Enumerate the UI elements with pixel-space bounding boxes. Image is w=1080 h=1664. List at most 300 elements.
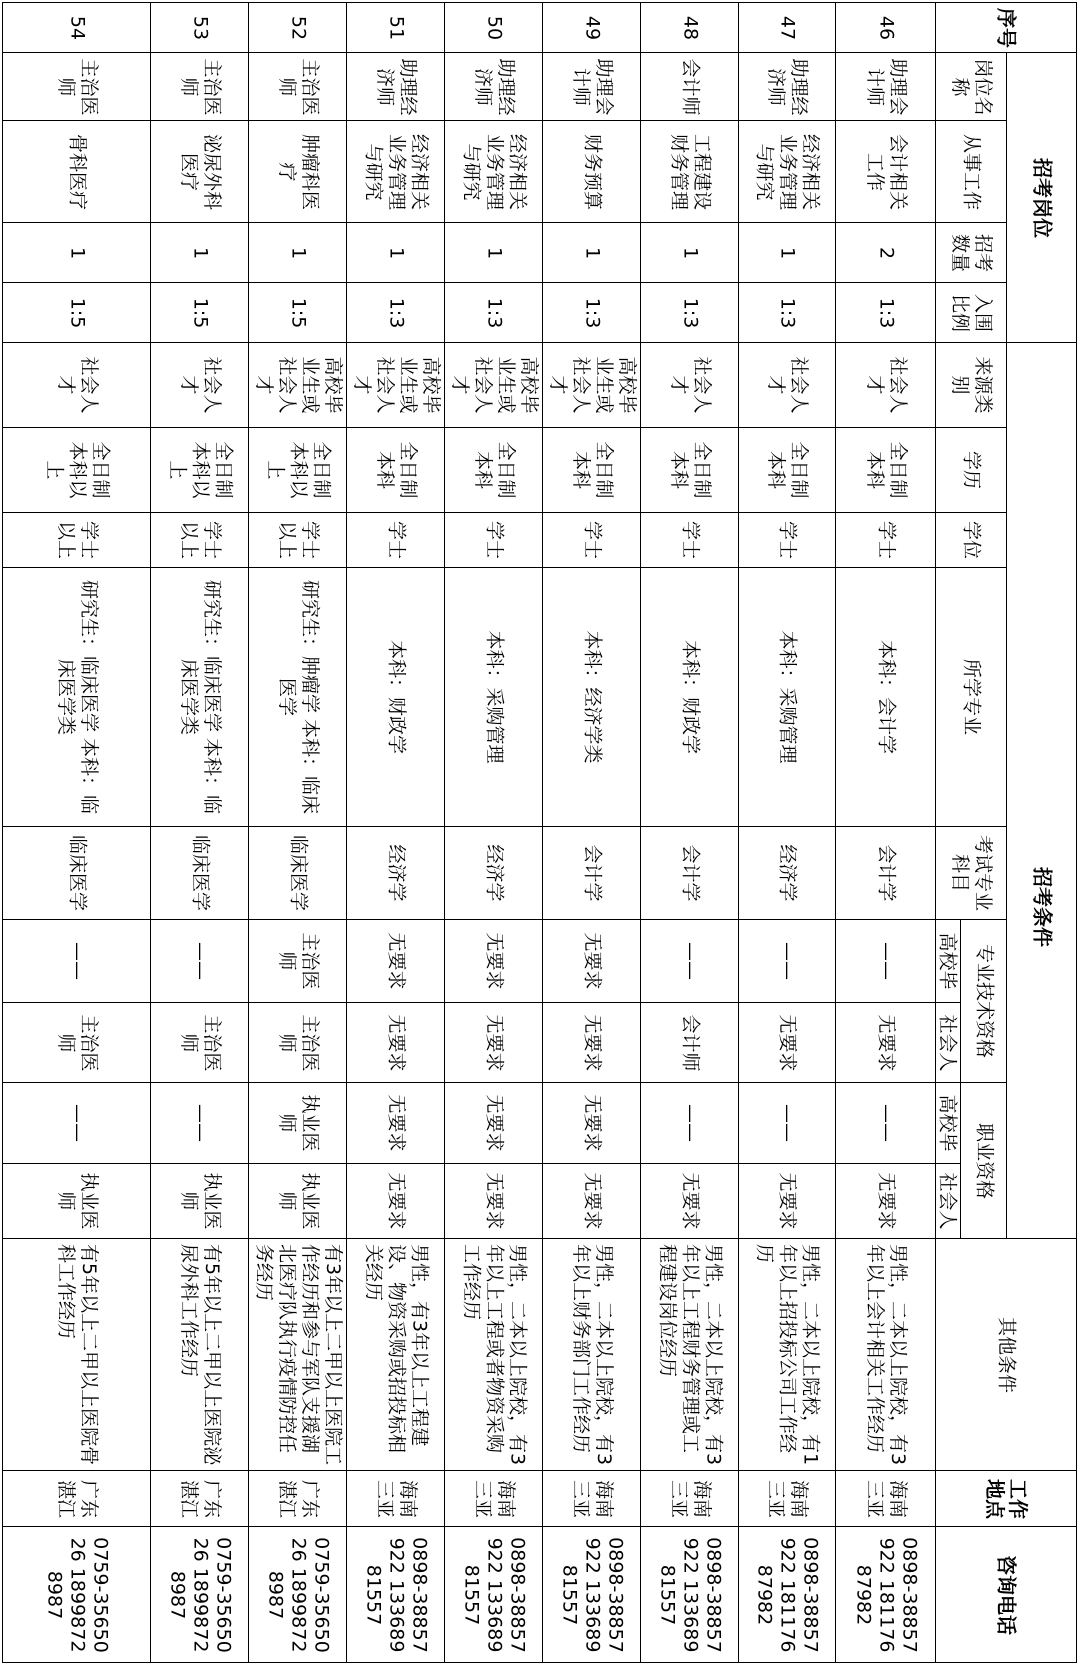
header-voc-text: 职业资格 [973,1122,995,1199]
row-51-place [346,1470,445,1527]
row-51-voc-grad [346,1082,445,1164]
row-46-tech-social-text: 无要求 [875,1013,897,1071]
row-51-seq [346,2,445,53]
row-46-seq-text: 46 [875,15,897,40]
row-48-voc-social-text: 无要求 [679,1172,701,1230]
header-edu [935,427,1007,513]
row-53-tech-grad [150,919,249,1003]
row-52-tech-grad [248,919,347,1003]
row-53-tech-grad-text: —— [189,942,211,980]
row-46-voc-social [835,1163,936,1239]
row-54-tech-social [2,1002,151,1083]
row-54-place [2,1470,151,1527]
row-48-phone [640,1526,739,1663]
row-51-phone [346,1526,445,1663]
row-47-phone-text: 0898-38857922 18117687982 [753,1536,822,1653]
row-50-phone-text: 0898-38857922 13368981557 [460,1536,528,1653]
row-51-work [346,120,445,223]
row-47-seq [738,2,836,53]
row-48-work-text: 工程建设财务管理 [667,133,713,210]
row-54-exam [2,826,151,920]
row-54-work [2,120,151,223]
row-52-tech-grad-text: 主治医师 [275,932,321,990]
row-48-place [640,1470,739,1527]
row-48-tech-social [640,1002,739,1083]
row-53-degree-text: 学士以上 [177,520,223,559]
row-50-ratio [444,282,543,343]
row-49-tech-grad [542,919,641,1003]
row-54-post-name-text: 主治医师 [54,57,100,115]
row-53-tech-social [150,1002,249,1083]
row-52-ratio [248,282,347,343]
header-count [935,222,1007,283]
header-group-cond-text: 招考条件 [1030,866,1054,947]
row-51-phone-text: 0898-38857922 13368981557 [362,1536,430,1653]
row-53-seq [150,2,249,53]
row-53-post-name-text: 主治医师 [177,57,223,115]
row-50-work-text: 经济相关业务管理与研究 [460,133,528,210]
row-49-tech-grad-text: 无要求 [581,932,603,990]
row-51-degree-text: 学士 [385,520,407,559]
row-50-other [444,1238,543,1471]
row-47-place-text: 海南三亚 [765,1479,810,1518]
row-47-voc-grad [738,1082,836,1164]
row-48-voc-grad-text: —— [679,1104,701,1142]
row-49-seq-text: 49 [581,15,603,40]
row-52-phone [248,1526,347,1663]
row-49-place-text: 海南三亚 [569,1479,615,1518]
row-52-major-text: 研究生：肿瘤学 本科：临床医学 [275,579,321,815]
row-50-tech-social-text: 无要求 [483,1013,505,1071]
row-54-voc-social [2,1163,151,1239]
row-54-voc-social-text: 执业医师 [54,1172,100,1230]
row-47-seq-text: 47 [776,15,799,40]
row-46-post-name-text: 助理会计师 [863,57,909,115]
header-degree [935,512,1007,568]
row-50-major [444,567,543,827]
row-50-degree [444,512,543,568]
row-54-tech-grad-text: —— [66,942,88,980]
row-50-voc-grad-text: 无要求 [483,1094,505,1152]
row-54-major [2,567,151,827]
row-46-seq [835,2,936,53]
row-50-major-text: 本科：采购管理 [483,630,505,764]
row-46-tech-social [835,1002,936,1083]
row-53-major-text: 研究生：临床医学 本科：临床医学类 [177,579,223,815]
row-48-other [640,1238,739,1471]
row-48-major-text: 本科：财政学 [679,639,701,754]
row-52-ratio-text: 1:5 [287,297,309,328]
row-53-voc-social-text: 执业医师 [177,1172,223,1230]
row-52-exam-text: 临床医学 [287,834,309,911]
row-53-other [150,1238,249,1471]
row-47-edu-text: 全日制本科 [765,441,810,499]
row-54-voc-grad [2,1082,151,1164]
row-53-work-text: 泌尿外科医疗 [177,133,223,210]
row-48-other-text: 男性，二本以上院校，有3年以上工程财务管理或工程建设岗位经历 [656,1243,724,1465]
row-52-voc-social [248,1163,347,1239]
row-48-exam [640,826,739,920]
row-49-degree [542,512,641,568]
row-46-tech-grad [835,919,936,1003]
row-51-source [346,342,445,428]
row-52-edu-text: 全日制本科以上 [264,441,332,499]
header-source-text: 来源类别 [949,356,994,414]
row-47-place [738,1470,836,1527]
row-54-source-text: 社会人才 [54,356,100,414]
row-47-source [738,342,836,428]
row-46-ratio-text: 1:3 [875,297,897,328]
row-47-tech-social-text: 无要求 [776,1013,799,1071]
row-52-source [248,342,347,428]
row-52-post-name-text: 主治医师 [275,57,321,115]
row-46-edu-text: 全日制本科 [863,441,909,499]
row-54-post-name [2,52,151,121]
row-53-exam [150,826,249,920]
row-46-tech-grad-text: —— [875,942,897,980]
row-49-count [542,222,641,283]
row-54-degree [2,512,151,568]
row-47-major [738,567,836,827]
row-53-source [150,342,249,428]
row-49-tech-social-text: 无要求 [581,1013,603,1071]
row-50-voc-social-text: 无要求 [483,1172,505,1230]
row-49-phone-text: 0898-38857922 13368981557 [558,1536,626,1653]
row-52-voc-social-text: 执业医师 [275,1172,321,1230]
row-49-exam [542,826,641,920]
row-50-place-text: 海南三亚 [471,1479,517,1518]
row-51-tech-social [346,1002,445,1083]
header-degree-text: 学位 [960,520,983,559]
header-tech-social [935,1002,961,1083]
header-tech-social-text: 社会人 [936,1013,959,1071]
header-other [935,1238,1077,1471]
row-49-voc-grad [542,1082,641,1164]
header-ratio [935,282,1007,343]
header-tech-grad [935,919,961,1003]
row-52-degree-text: 学士以上 [275,520,321,559]
row-53-other-text: 有5年以上二甲以上医院泌尿外科工作经历 [177,1243,223,1465]
row-51-ratio [346,282,445,343]
header-edu-text: 学历 [960,450,983,489]
row-54-ratio-text: 1:5 [66,297,88,328]
row-51-post-name [346,52,445,121]
row-48-edu [640,427,739,513]
row-48-source [640,342,739,428]
row-50-ratio-text: 1:3 [483,297,505,328]
row-51-edu-text: 全日制本科 [373,441,419,499]
row-50-phone [444,1526,543,1663]
row-46-count-text: 2 [875,246,897,259]
row-48-source-text: 社会人才 [667,356,713,414]
row-46-work-text: 会计相关工作 [863,133,909,210]
row-48-work [640,120,739,223]
row-49-source [542,342,641,428]
row-54-seq [2,2,151,53]
row-51-tech-grad-text: 无要求 [385,932,407,990]
row-53-source-text: 社会人才 [177,356,223,414]
row-47-ratio-text: 1:3 [776,297,799,328]
row-51-ratio-text: 1:3 [385,297,407,328]
row-53-major [150,567,249,827]
row-51-tech-social-text: 无要求 [385,1013,407,1071]
row-46-voc-grad [835,1082,936,1164]
row-49-phone [542,1526,641,1663]
header-work-text: 从事工作 [960,133,983,210]
row-46-other [835,1238,936,1471]
row-52-degree [248,512,347,568]
row-47-degree-text: 学士 [776,520,799,559]
row-49-ratio [542,282,641,343]
row-47-voc-social-text: 无要求 [776,1172,799,1230]
row-48-count [640,222,739,283]
row-51-voc-social-text: 无要求 [385,1172,407,1230]
row-49-ratio-text: 1:3 [581,297,603,328]
row-52-count [248,222,347,283]
row-50-work [444,120,543,223]
row-46-major-text: 本科：会计学 [875,639,897,754]
row-50-edu [444,427,543,513]
row-49-other-text: 男性，二本以上院校，有3年以上财务部门工作经历 [569,1243,615,1465]
row-54-major-text: 研究生：临床医学 本科：临床医学类 [54,579,100,815]
row-54-edu-text: 全日制本科以上 [43,441,111,499]
row-49-source-text: 高校毕业生或社会人才 [546,356,638,414]
row-48-phone-text: 0898-38857922 13368981557 [656,1536,724,1653]
row-49-tech-social [542,1002,641,1083]
row-48-ratio [640,282,739,343]
row-53-degree [150,512,249,568]
row-49-count-text: 1 [581,246,603,259]
row-53-tech-social-text: 主治医师 [177,1013,223,1071]
row-48-voc-social [640,1163,739,1239]
row-46-phone-text: 0898-38857922 18117687982 [852,1536,920,1653]
row-52-other-text: 有3年以上二甲以上医院工作经历和参与军队支援湖北医疗队执行疫情防控任务经历 [252,1243,344,1465]
header-voc-grad-text: 高校毕 [936,1094,959,1152]
row-47-exam [738,826,836,920]
row-47-exam-text: 经济学 [776,844,799,902]
row-53-edu [150,427,249,513]
row-47-other-text: 男性，二本以上院校，有1年以上招投标公司工作经历 [753,1243,822,1465]
row-47-degree [738,512,836,568]
row-48-tech-social-text: 会计师 [679,1013,701,1071]
row-53-work [150,120,249,223]
row-52-source-text: 高校毕业生或社会人才 [252,356,344,414]
row-46-exam [835,826,936,920]
row-46-place [835,1470,936,1527]
row-49-major-text: 本科：经济学类 [581,630,603,764]
row-49-post-name [542,52,641,121]
row-50-post-name [444,52,543,121]
row-50-post-name-text: 助理经济师 [471,57,517,115]
row-49-other [542,1238,641,1471]
row-53-count [150,222,249,283]
row-48-post-name-text: 会计师 [679,57,701,115]
header-tech [960,919,1007,1083]
row-46-voc-grad-text: —— [875,1104,897,1142]
row-51-place-text: 海南三亚 [373,1479,419,1518]
row-51-degree [346,512,445,568]
row-54-exam-text: 临床医学 [66,834,88,911]
row-54-source [2,342,151,428]
row-47-edu [738,427,836,513]
row-51-count-text: 1 [385,246,407,259]
row-52-work-text: 肿瘤科医疗 [275,133,321,210]
row-50-exam [444,826,543,920]
row-54-other-text: 有5年以上二甲以上医院骨科工作经历 [54,1243,100,1465]
header-work [935,120,1007,223]
row-46-voc-social-text: 无要求 [875,1172,897,1230]
row-48-degree [640,512,739,568]
row-48-tech-grad-text: —— [679,942,701,980]
row-48-ratio-text: 1:3 [679,297,701,328]
row-52-place [248,1470,347,1527]
row-47-work-text: 经济相关业务管理与研究 [753,133,822,210]
row-52-count-text: 1 [287,246,309,259]
row-54-degree-text: 学士以上 [54,520,100,559]
row-49-major [542,567,641,827]
row-54-phone-text: 0759-3565026 18998728987 [43,1536,111,1653]
row-49-work-text: 财务预算 [581,133,603,210]
row-47-other [738,1238,836,1471]
row-46-ratio [835,282,936,343]
row-49-voc-grad-text: 无要求 [581,1094,603,1152]
row-48-degree-text: 学士 [679,520,701,559]
row-53-seq-text: 53 [189,15,211,40]
row-54-seq-text: 54 [66,15,88,40]
row-48-seq-text: 48 [679,15,701,40]
header-phone [935,1526,1077,1663]
row-47-major-text: 本科：采购管理 [776,630,799,764]
row-53-voc-grad-text: —— [189,1104,211,1142]
row-49-place [542,1470,641,1527]
header-group-post-text: 招考岗位 [1030,157,1054,238]
header-seq-text: 序号 [994,7,1019,48]
header-exam-text: 考试专业科目 [949,834,994,911]
row-50-other-text: 男性，二本以上院校，有3年以上工程或者物资采购工作经历 [460,1243,528,1465]
row-52-seq-text: 52 [287,15,309,40]
row-46-other-text: 男性，二本以上院校，有3年以上会计相关工作经历 [863,1243,909,1465]
row-47-tech-grad-text: —— [776,942,799,980]
header-place [935,1470,1077,1527]
row-53-count-text: 1 [189,246,211,259]
row-53-phone-text: 0759-3565026 18998728987 [166,1536,234,1653]
row-50-voc-social [444,1163,543,1239]
row-51-work-text: 经济相关业务管理与研究 [362,133,430,210]
row-46-degree [835,512,936,568]
row-54-other [2,1238,151,1471]
row-51-post-name-text: 助理经济师 [373,57,419,115]
header-tech-grad-text: 高校毕 [936,932,959,990]
row-53-voc-social [150,1163,249,1239]
row-46-work [835,120,936,223]
header-group-post [1006,52,1077,343]
row-51-seq-text: 51 [385,15,407,40]
header-voc-social-text: 社会人 [936,1172,959,1230]
row-48-tech-grad [640,919,739,1003]
row-46-degree-text: 学士 [875,520,897,559]
row-47-voc-grad-text: —— [776,1104,799,1142]
row-47-tech-social [738,1002,836,1083]
row-46-source [835,342,936,428]
row-47-count [738,222,836,283]
header-phone-text: 咨询电话 [994,1554,1019,1635]
row-47-post-name [738,52,836,121]
row-53-exam-text: 临床医学 [189,834,211,911]
row-48-seq [640,2,739,53]
row-51-other-text: 男性，有3年以上工程建设、物资采购或招投标相关经历 [362,1243,430,1453]
row-52-work [248,120,347,223]
row-50-count-text: 1 [483,246,505,259]
row-51-major [346,567,445,827]
row-50-tech-social [444,1002,543,1083]
row-50-source [444,342,543,428]
row-47-phone [738,1526,836,1663]
row-50-seq-text: 50 [483,15,505,40]
row-51-tech-grad [346,919,445,1003]
row-51-exam [346,826,445,920]
row-52-edu [248,427,347,513]
row-53-post-name [150,52,249,121]
row-46-place-text: 海南三亚 [863,1479,909,1518]
row-50-exam-text: 经济学 [483,844,505,902]
row-48-edu-text: 全日制本科 [667,441,713,499]
row-47-tech-grad [738,919,836,1003]
row-53-ratio [150,282,249,343]
row-52-seq [248,2,347,53]
row-54-work-text: 骨科医疗 [66,133,88,210]
row-46-count [835,222,936,283]
row-47-voc-social [738,1163,836,1239]
row-49-edu-text: 全日制本科 [569,441,615,499]
row-51-edu [346,427,445,513]
row-54-tech-grad [2,919,151,1003]
row-50-tech-grad-text: 无要求 [483,932,505,990]
row-50-degree-text: 学士 [483,520,505,559]
header-ratio-text: 入围比例 [949,293,994,332]
row-48-exam-text: 会计学 [679,844,701,902]
row-53-edu-text: 全日制本科以上 [166,441,234,499]
row-50-voc-grad [444,1082,543,1164]
row-48-place-text: 海南三亚 [667,1479,713,1518]
header-count-text: 招考数量 [949,233,994,272]
row-49-seq [542,2,641,53]
row-48-major [640,567,739,827]
row-50-seq [444,2,543,53]
row-50-place [444,1470,543,1527]
row-53-voc-grad [150,1082,249,1164]
header-exam [935,826,1007,920]
row-47-ratio [738,282,836,343]
row-46-edu [835,427,936,513]
row-54-count-text: 1 [66,246,88,259]
row-53-place [150,1470,249,1527]
header-tech-text: 专业技术资格 [973,943,995,1058]
row-48-post-name [640,52,739,121]
row-52-post-name [248,52,347,121]
row-52-phone-text: 0759-3565026 18998728987 [264,1536,332,1653]
row-54-phone [2,1526,151,1663]
header-place-text: 工作地点 [983,1478,1030,1519]
row-49-edu [542,427,641,513]
row-52-place-text: 广东湛江 [275,1479,321,1518]
row-52-exam [248,826,347,920]
row-54-place-text: 广东湛江 [54,1479,100,1518]
row-52-major [248,567,347,827]
row-53-place-text: 广东湛江 [177,1479,223,1518]
row-47-post-name-text: 助理经济师 [765,57,810,115]
row-51-voc-social [346,1163,445,1239]
row-49-exam-text: 会计学 [581,844,603,902]
